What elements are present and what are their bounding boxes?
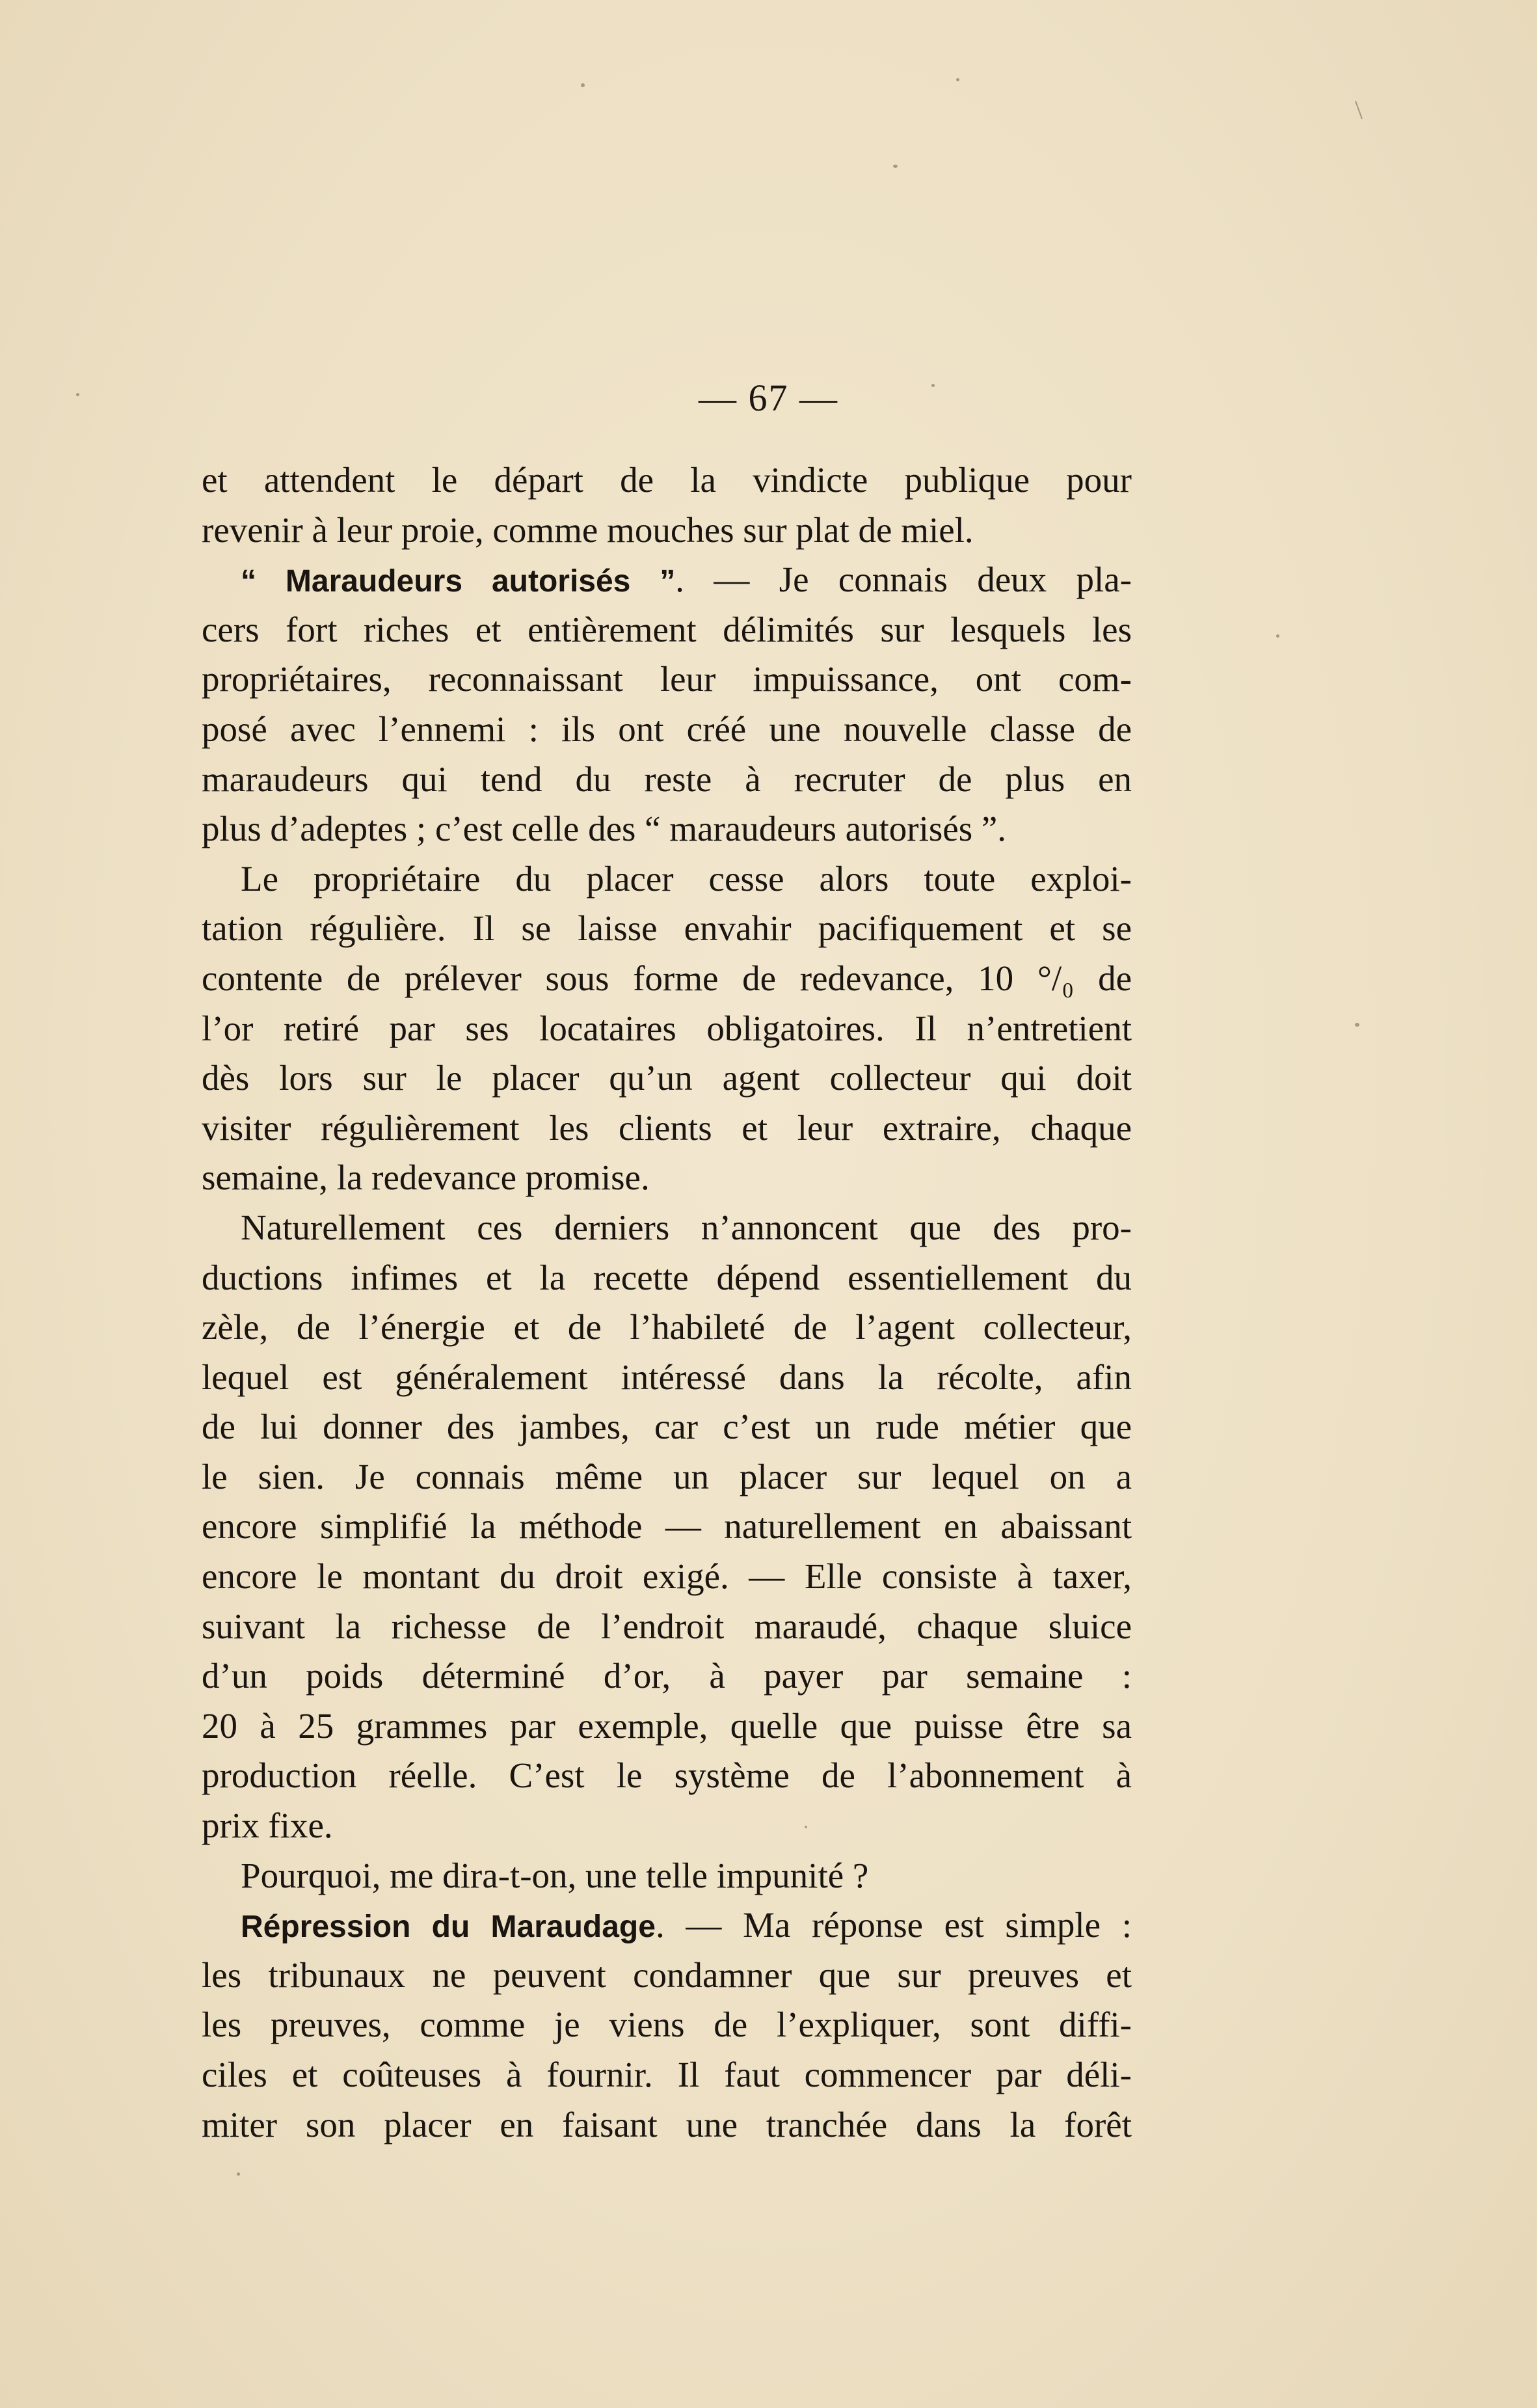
- text-line: Naturellement ces derniers n’annoncent que des pro-: [241, 1207, 1132, 1247]
- text-line: contente de prélever sous forme de redevance, 10 °/₀ de: [202, 958, 1132, 998]
- paper-speck: [1355, 1023, 1359, 1027]
- paper-speck: [805, 1826, 807, 1828]
- text-line: cers fort riches et entièrement délimités sur lesquels les: [202, 609, 1132, 649]
- page-number: — 67 —: [699, 377, 838, 419]
- text-line: l’or retiré par ses locataires obligatoires. Il n’entretient: [202, 1008, 1132, 1048]
- text-line: et attendent le départ de la vindicte publique pour: [202, 460, 1132, 500]
- text-line: propriétaires, reconnaissant leur impuissance, ont com-: [202, 659, 1132, 699]
- text-line: Pourquoi, me dira-t-on, une telle impunité ?: [241, 1855, 869, 1895]
- text-line: maraudeurs qui tend du reste à recruter de plus en: [202, 759, 1132, 799]
- text-line: production réelle. C’est le système de l’abonnement à: [202, 1755, 1132, 1796]
- text-line: suivant la richesse de l’endroit maraudé, chaque sluice: [202, 1606, 1132, 1646]
- text-line: dès lors sur le placer qu’un agent collecteur qui doit: [202, 1058, 1132, 1098]
- text-line: visiter régulièrement les clients et leur extraire, chaque: [202, 1107, 1132, 1148]
- body-text: [202, 455, 1132, 2150]
- text-line: les preuves, comme je viens de l’expliquer, sont diffi-: [202, 2005, 1132, 2045]
- paper-speck: [237, 2172, 240, 2176]
- text-line: tation régulière. Il se laisse envahir pacifiquement et se: [202, 908, 1132, 949]
- section-heading-maraudeurs-autorises: “ Maraudeurs autorisés ”: [241, 564, 676, 599]
- text-line: ciles et coûteuses à fournir. Il faut commencer par déli-: [202, 2055, 1132, 2094]
- section-heading-repression-du-maraudage: Répression du Maraudage: [241, 1910, 656, 1945]
- text-line: “ Maraudeurs autorisés ”. — Je connais deux pla-: [241, 560, 1132, 600]
- text-line: posé avec l’ennemi : ils ont créé une nouvelle classe de: [202, 709, 1132, 749]
- paper-speck: [931, 384, 935, 387]
- text-line: semaine, la redevance promise.: [202, 1157, 650, 1198]
- text-line: zèle, de l’énergie et de l’habileté de l’agent collecteur,: [202, 1307, 1132, 1347]
- text-line: 20 à 25 grammes par exemple, quelle que puisse être sa: [202, 1705, 1132, 1746]
- text-line: le sien. Je connais même un placer sur lequel on a: [202, 1456, 1132, 1496]
- text-line: prix fixe.: [202, 1806, 333, 1846]
- paper-speck: [1355, 101, 1363, 120]
- paper-speck: [76, 393, 79, 396]
- text-line: Répression du Maraudage. — Ma réponse est simple :: [241, 1905, 1132, 1945]
- text-line: encore simplifié la méthode — naturellement en abaissant: [202, 1506, 1132, 1547]
- text-line: Le propriétaire du placer cesse alors toute exploi-: [241, 858, 1132, 899]
- text-line: revenir à leur proie, comme mouches sur plat de miel.: [202, 509, 974, 550]
- text-line: de lui donner des jambes, car c’est un rude métier que: [202, 1407, 1132, 1447]
- paper-speck: [1276, 634, 1279, 638]
- paper-speck: [581, 83, 585, 87]
- text-line: miter son placer en faisant une tranchée dans la forêt: [202, 2104, 1132, 2144]
- paper-speck: [893, 165, 898, 168]
- paper-speck: [956, 78, 959, 81]
- text-line: plus d’adeptes ; c’est celle des “ maraudeurs autorisés ”.: [202, 809, 1007, 849]
- text-line: encore le montant du droit exigé. — Elle consiste à taxer,: [202, 1556, 1132, 1597]
- text-line: lequel est généralement intéressé dans la récolte, afin: [202, 1357, 1132, 1397]
- text-line: ductions infimes et la recette dépend essentiellement du: [202, 1257, 1132, 1297]
- text-line: les tribunaux ne peuvent condamner que sur preuves et: [202, 1955, 1132, 1995]
- text-line: d’un poids déterminé d’or, à payer par semaine :: [202, 1656, 1132, 1696]
